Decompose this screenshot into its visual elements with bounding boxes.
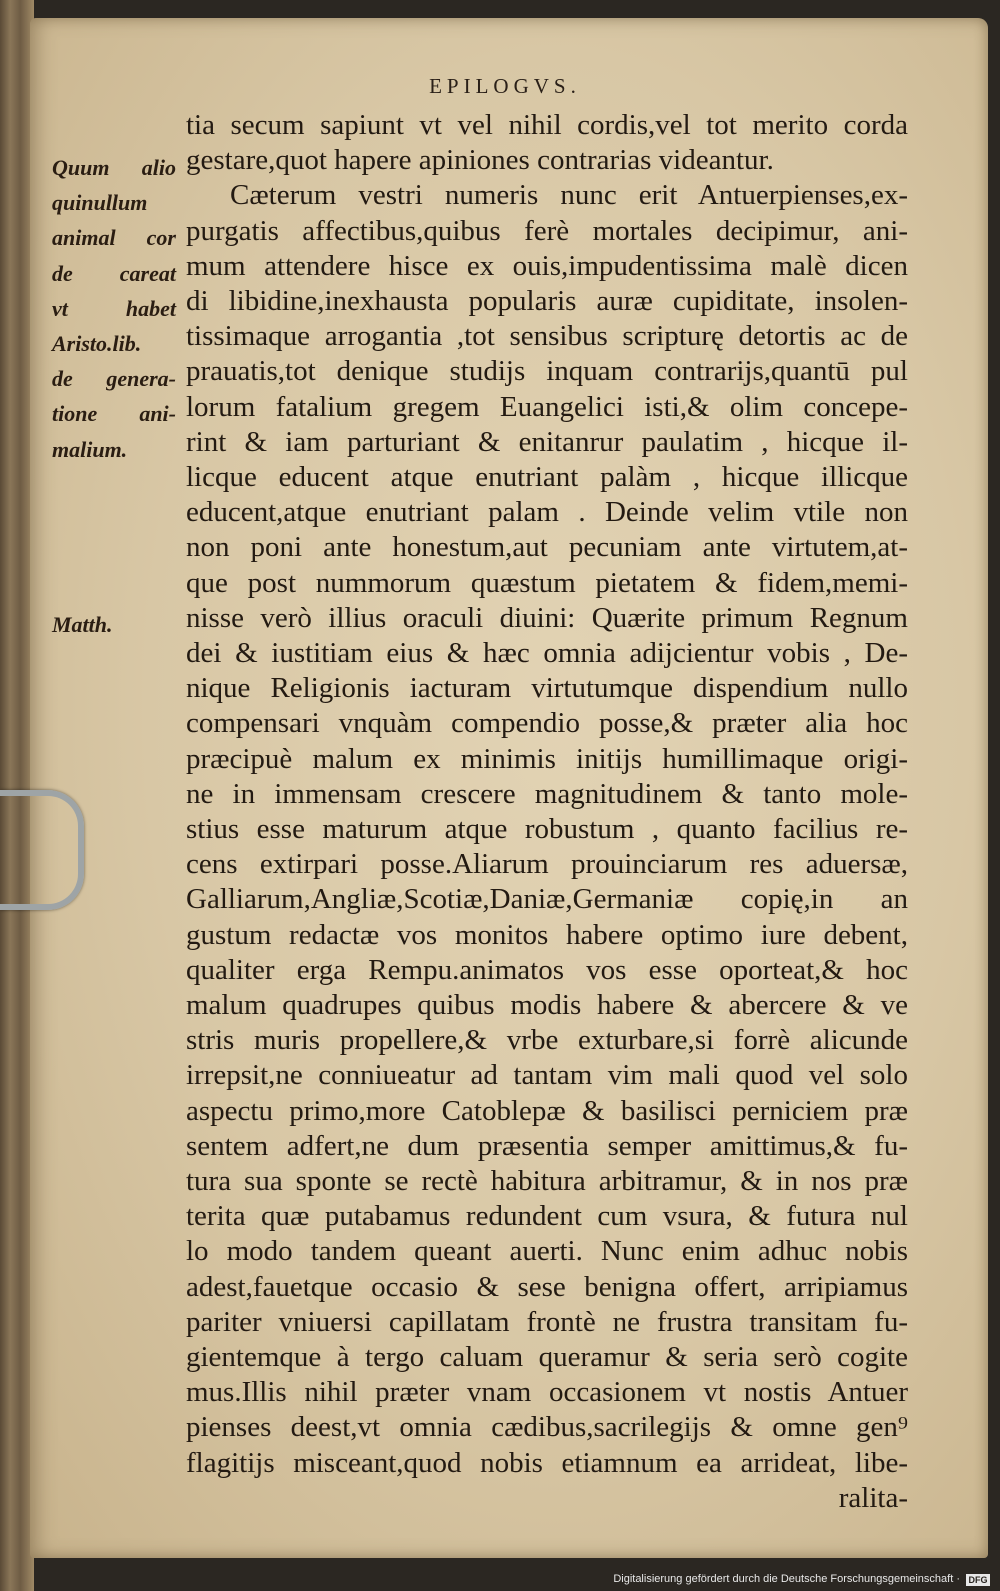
margin-note-line: de genera-: [52, 366, 176, 392]
text-line: flagitijs misceant,quod nobis etiamnum ea arrideat, libe-: [186, 1446, 908, 1479]
text-line: compensari vnquàm compendio posse,& præter alia hoc: [186, 707, 908, 740]
margin-note-line: quinullum: [52, 190, 148, 216]
text-line: mus.Illis nihil præter vnam occasionem vt nostis Antuer: [186, 1376, 908, 1409]
text-line: tia secum sapiunt vt vel nihil cordis,vel tot merito corda: [186, 109, 908, 141]
text-line: Cæterum vestri numeris nunc erit Antuerpienses,ex-: [230, 179, 908, 212]
text-line: qualiter erga Rempu.animatos vos esse oporteat,& hoc: [186, 953, 908, 986]
text-line: licque educent atque enutriant palàm , hicque illicque: [186, 461, 908, 493]
text-line: terita quæ putabamus redundent cum vsura, & futura nul: [186, 1200, 908, 1233]
text-line: malum quadrupes quibus modis habere & abercere & ve: [186, 989, 908, 1021]
text-line: mum attendere hisce ex ouis,impudentissima malè dicen: [186, 249, 908, 282]
text-line: pariter vniuersi capillatam frontè ne frustra transitam fu-: [186, 1305, 908, 1338]
margin-note-line: malium.: [52, 436, 128, 462]
digitization-credit: Digitalisierung gefördert durch die Deutsche Forschungsgemeinschaft ·: [613, 1573, 960, 1585]
text-line: purgatis affectibus,quibus ferè mortales decipimur, ani-: [186, 214, 908, 247]
margin-note-line: Matth.: [52, 612, 113, 637]
text-line: gustum redactæ vos monitos habere optimo iure debent,: [186, 918, 908, 951]
dfg-logo: DFG: [966, 1574, 990, 1586]
text-line: sentem adfert,ne dum præsentia semper amittimus,& fu-: [186, 1129, 908, 1162]
text-line: rint & iam parturiant & enitanrur paulatim , hicque il-: [186, 425, 908, 458]
paper-clip: [0, 790, 84, 910]
text-line: stris muris propellere,& vrbe exturbare,si forrè alicunde: [186, 1024, 908, 1057]
text-line: non poni ante honestum,aut pecuniam ante virtutem,at-: [186, 531, 908, 564]
margin-note-line: vt habet: [52, 295, 176, 321]
text-line: di libidine,inexhausta popularis auræ cupiditate, insolen-: [186, 285, 908, 317]
text-line: tura sua sponte se rectè habitura arbitramur, & in nos præ: [186, 1165, 908, 1197]
running-header: EPILOGVS.: [429, 74, 581, 98]
text-line: nisse verò illius oraculi diuini: Quærite primum Regnum: [186, 601, 908, 634]
text-line: que post nummorum quæstum pietatem & fidem,memi-: [186, 566, 908, 599]
text-line: nique Religionis iacturam virtutumque dispendium nullo: [186, 672, 908, 705]
text-line: irrepsit,ne conniueatur ad tantam vim mali quod vel solo: [186, 1059, 908, 1092]
text-line: prauatis,tot denique studijs inquam contrarijs,quantū pul: [186, 355, 908, 388]
text-line: præcipuè malum ex minimis initijs humillimaque origi-: [186, 742, 908, 775]
margin-note-line: de careat: [52, 260, 176, 286]
margin-note-line: Quum alio: [52, 155, 176, 180]
text-line: pienses deest,vt omnia cædibus,sacrilegijs & omne gen⁹: [186, 1411, 908, 1444]
text-line: gestare,quot hapere apiniones contrarias videantur.: [186, 144, 774, 177]
margin-note-line: tione ani-: [52, 401, 176, 427]
margin-note-line: animal cor: [52, 225, 176, 251]
text-line: ne in immensam crescere magnitudinem & tanto mole-: [186, 777, 908, 810]
text-line: aspectu primo,more Catoblepæ & basilisci perniciem præ: [186, 1094, 908, 1127]
text-line: gientemque à tergo caluam queramur & seria serò cogite: [186, 1341, 908, 1373]
text-line: stius esse maturum atque robustum , quanto facilius re-: [186, 813, 908, 845]
text-line: lo modo tandem queant auerti. Nunc enim adhuc nobis: [186, 1235, 908, 1268]
margin-note-line: Aristo.lib.: [52, 331, 142, 356]
text-line: lorum fatalium gregem Euangelici isti,& olim concepe-: [186, 390, 908, 423]
text-line: educent,atque enutriant palam . Deinde velim vtile non: [186, 496, 908, 529]
text-line: Galliarum,Angliæ,Scotiæ,Daniæ,Germaniæ copię,in an: [186, 883, 908, 916]
text-line: dei & iustitiam eius & hæc omnia adijcientur vobis , De-: [186, 637, 908, 669]
text-line: adest,fauetque occasio & sese benigna offert, arripiamus: [186, 1270, 908, 1303]
text-line: cens extirpari posse.Aliarum prouinciarum res aduersæ,: [186, 848, 908, 881]
text-line: ralita-: [838, 1481, 908, 1514]
text-line: tissimaque arrogantia ,tot sensibus scripturę detortis ac de: [186, 320, 908, 353]
